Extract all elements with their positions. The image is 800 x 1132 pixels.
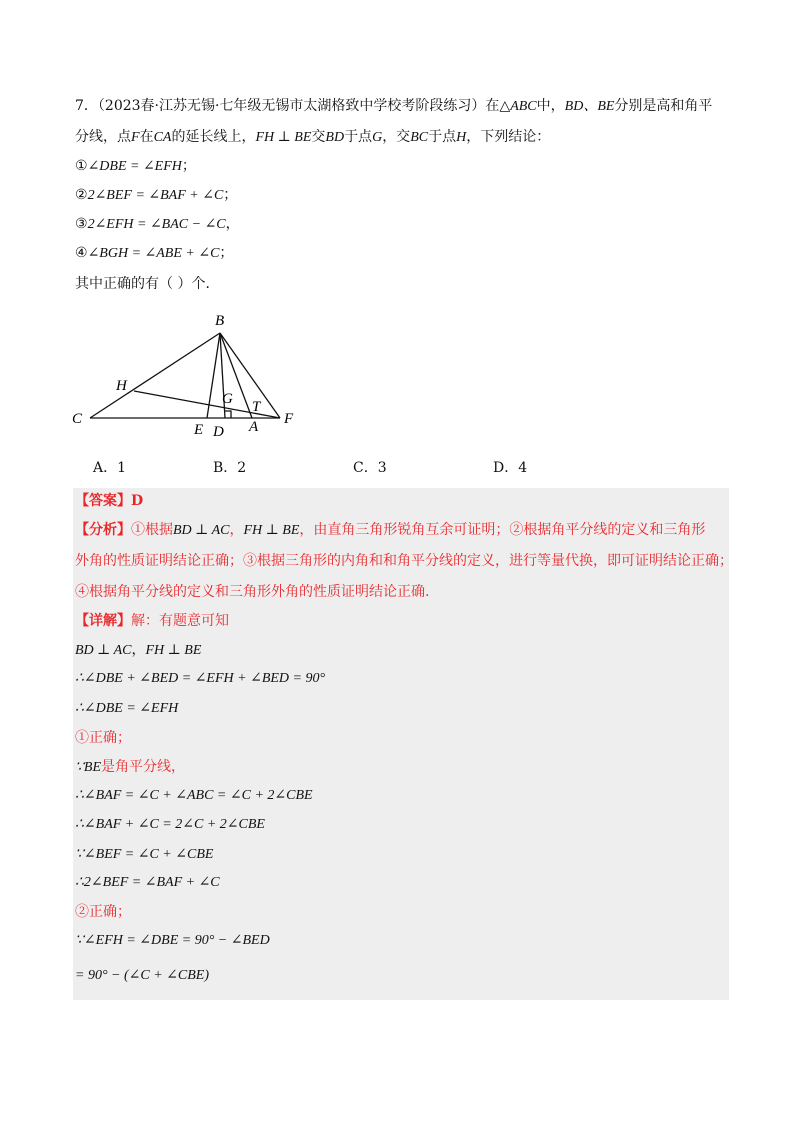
answer-line: [75, 491, 143, 511]
conclusion-formula: ∠DBE = ∠EFH: [87, 159, 182, 174]
step-7: ∵∠BEF = ∠C + ∠CBE: [75, 847, 214, 862]
math-bd-perp-ac: BD ⊥ AC: [173, 523, 230, 538]
text-fragment: ，: [229, 522, 244, 538]
text-fragment: 中，: [536, 98, 565, 114]
text-fragment: 分别是高和角平: [614, 98, 713, 114]
step-4: [75, 757, 185, 778]
text-fragment: ；: [223, 187, 238, 203]
result-1: ①正确；: [75, 730, 131, 746]
step-1: [75, 640, 201, 661]
step-9: ∵∠EFH = ∠DBE = 90° − ∠BED: [75, 933, 270, 948]
conclusion-4: [75, 243, 233, 264]
choice-b[interactable]: B．2: [213, 460, 247, 476]
math-g: G: [372, 130, 383, 145]
step-2: ∴∠DBE + ∠BED = ∠EFH + ∠BED = 90°: [75, 671, 326, 686]
analysis-line-1: [75, 520, 705, 541]
math-f: F: [131, 130, 140, 145]
detail-intro: 解：有题意可知: [131, 613, 229, 629]
conclusion-formula: ∠BGH = ∠ABE + ∠C: [87, 246, 220, 261]
question-source: 7．（2023春·江苏无锡·七年级无锡市太湖格致中学校考阶段练习）在: [75, 98, 500, 114]
detail-label: 【详解】: [75, 613, 131, 629]
choice-a[interactable]: A．1: [93, 460, 127, 476]
text-fragment: ，交: [382, 129, 411, 145]
result-2: ②正确；: [75, 904, 131, 920]
line-cb: [90, 333, 220, 418]
question-ask: 其中正确的有（ ）个．: [75, 276, 220, 292]
math-h: H: [456, 130, 467, 145]
label-t: T: [252, 399, 261, 415]
math-bd-perp-ac: BD ⊥ AC: [75, 643, 132, 658]
text-fragment: 于点: [428, 129, 457, 145]
text-fragment: ，: [225, 216, 240, 232]
question-line-2: [75, 127, 550, 148]
step-3: ∴∠DBE = ∠EFH: [75, 701, 179, 716]
right-angle-mark: [225, 411, 231, 418]
conclusion-number: ②: [75, 187, 88, 203]
math-fh-perp-be: FH ⊥ BE: [243, 523, 300, 538]
text-fragment: ，: [131, 642, 146, 658]
conclusion-number: ③: [75, 216, 88, 232]
text-fragment: 交: [311, 129, 326, 145]
analysis-line-3: ④根据角平分线的定义和三角形外角的性质证明结论正确.: [75, 584, 430, 600]
label-a: A: [249, 419, 259, 435]
choice-c[interactable]: C．3: [353, 460, 387, 476]
text-fragment: 于点: [344, 129, 373, 145]
label-d: D: [213, 424, 224, 440]
math-ca: CA: [153, 130, 172, 145]
label-g: G: [222, 391, 233, 407]
answer-label: 【答案】: [75, 493, 131, 509]
text-fragment: ；: [181, 158, 196, 174]
conclusion-formula: 2∠BEF = ∠BAF + ∠C: [87, 188, 224, 203]
triangle-label: △ABC: [499, 99, 537, 114]
step-8: ∴2∠BEF = ∠BAF + ∠C: [75, 875, 220, 890]
step-10: = 90° − (∠C + ∠CBE): [75, 968, 210, 983]
analysis-line-2: 外角的性质证明结论正确；③根据三角形的内角和和角平分线的定义，进行等量代换，即可证明结论正确；: [75, 553, 733, 569]
math-bd: BD: [325, 130, 345, 145]
question-line-1: [75, 96, 712, 117]
conclusion-number: ①: [75, 158, 88, 174]
geometry-figure: [60, 305, 320, 440]
step-5: ∴∠BAF = ∠C + ∠ABC = ∠C + 2∠CBE: [75, 788, 313, 803]
math-bc: BC: [410, 130, 429, 145]
math-because-be: ∵BE: [75, 760, 102, 775]
label-c: C: [72, 411, 83, 427]
text-fragment: ；: [219, 245, 234, 261]
text-fragment: ，由直角三角形锐角互余可证明；②根据角平分线的定义和三角形: [299, 522, 706, 538]
label-e: E: [194, 422, 204, 438]
conclusion-3: [75, 214, 240, 235]
conclusion-2: [75, 185, 237, 206]
conclusion-1: [75, 156, 196, 177]
text-fragment: 分线，点: [75, 129, 131, 145]
step-6: ∴∠BAF + ∠C = 2∠C + 2∠CBE: [75, 817, 265, 832]
answer-value: D: [131, 493, 144, 509]
segments-bd-be: BD、BE: [564, 99, 615, 114]
text-fragment: ①根据: [131, 522, 173, 538]
conclusion-number: ④: [75, 245, 88, 261]
analysis-label: 【分析】: [75, 522, 131, 538]
text-fragment: ，下列结论：: [466, 129, 551, 145]
text-fragment: 的延长线上，: [171, 129, 256, 145]
label-b: B: [215, 313, 225, 329]
detail-line: [75, 611, 229, 631]
conclusion-formula: 2∠EFH = ∠BAC − ∠C: [87, 217, 226, 232]
text-fragment: 是角平分线，: [101, 759, 186, 775]
text-fragment: 在: [139, 129, 154, 145]
math-fh-perp-be: FH ⊥ BE: [145, 643, 202, 658]
math-fh-perp-be: FH ⊥ BE: [255, 130, 312, 145]
label-h: H: [116, 378, 127, 394]
label-f: F: [284, 411, 294, 427]
choice-d[interactable]: D．4: [493, 460, 528, 476]
